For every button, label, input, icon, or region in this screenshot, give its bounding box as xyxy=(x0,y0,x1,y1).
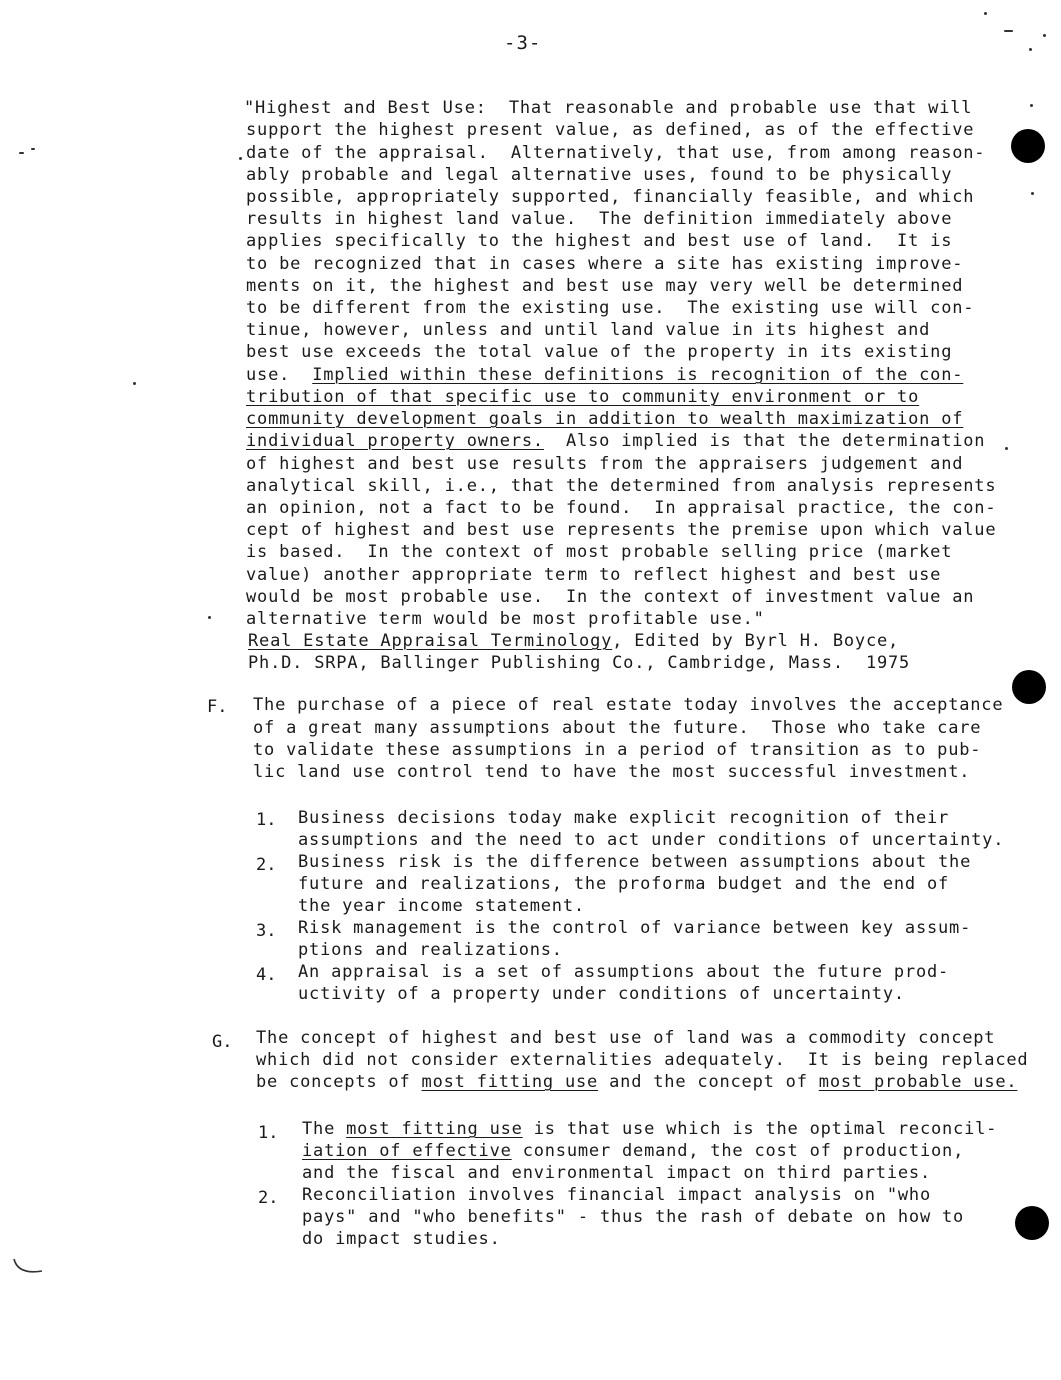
paragraph-line-mixed xyxy=(256,1071,1017,1093)
paragraph-line: to validate these assumptions in a period of transition as to pub- xyxy=(253,740,982,760)
list-item-line-mixed xyxy=(302,1140,964,1162)
list-item-line: uctivity of a property under conditions of uncertainty. xyxy=(298,984,905,1004)
list-item-line: An appraisal is a set of assumptions about the future prod- xyxy=(298,962,950,982)
list-item-line-mixed xyxy=(302,1118,997,1140)
quote-line: analytical skill, i.e., that the determined from analysis represents xyxy=(246,476,997,496)
list-item-line: assumptions and the need to act under conditions of uncertainty. xyxy=(298,830,1005,850)
quote-line: of highest and best use results from the appraisers judgement and xyxy=(246,454,964,474)
plain-text: The xyxy=(302,1119,347,1139)
paragraph-line: The purchase of a piece of real estate today involves the acceptance xyxy=(253,695,1004,715)
scan-speck xyxy=(984,12,987,15)
list-item-line: Reconciliation involves financial impact analysis on "who xyxy=(302,1185,931,1205)
list-number: 4. xyxy=(256,965,277,985)
quote-line: is based. In the context of most probable selling price (market xyxy=(246,542,953,562)
quote-line: tinue, however, unless and until land value in its highest and xyxy=(246,320,931,340)
quote-line: cept of highest and best use represents the premise upon which value xyxy=(246,520,997,540)
quote-line: date of the appraisal. Alternatively, that use, from among reason- xyxy=(246,143,986,163)
plain-text: be concepts of xyxy=(256,1072,422,1092)
underlined-text: most fitting use xyxy=(346,1119,523,1139)
citation-publisher: Ph.D. SRPA, Ballinger Publishing Co., Cambridge, Mass. 1975 xyxy=(248,653,911,673)
scan-speck xyxy=(208,616,211,619)
quote-line: would be most probable use. In the context of investment value an xyxy=(246,587,975,607)
section-marker: F. xyxy=(207,697,228,717)
paragraph-line: The concept of highest and best use of land was a commodity concept xyxy=(256,1028,996,1048)
underlined-text: iation of effective xyxy=(302,1141,512,1161)
quote-line-underlined: tribution of that specific use to community environment or to xyxy=(246,387,920,407)
quote-line: to be recognized that in cases where a site has existing improve- xyxy=(246,254,964,274)
scan-speck xyxy=(1031,192,1034,195)
page-number: -3- xyxy=(504,32,542,54)
quote-line: an opinion, not a fact to be found. In appraisal practice, the con- xyxy=(246,498,997,518)
scan-speck xyxy=(1005,447,1008,450)
scan-speck xyxy=(1030,104,1033,107)
scan-speck xyxy=(1029,48,1032,51)
quote-line: "Highest and Best Use: That reasonable and probable use that will xyxy=(244,98,973,118)
scan-speck xyxy=(133,382,136,385)
punch-hole xyxy=(1011,129,1045,163)
punch-hole xyxy=(1015,1206,1049,1240)
list-number: 2. xyxy=(258,1188,279,1208)
list-item-line: do impact studies. xyxy=(302,1229,501,1249)
citation-editor: , Edited by Byrl H. Boyce, xyxy=(612,631,900,651)
list-number: 1. xyxy=(258,1123,279,1143)
list-item-line: ptions and realizations. xyxy=(298,940,563,960)
citation xyxy=(248,630,899,652)
citation-title: Real Estate Appraisal Terminology xyxy=(248,631,613,651)
plain-text: and the concept of xyxy=(598,1072,819,1092)
paragraph-line: of a great many assumptions about the future. Those who take care xyxy=(253,718,982,738)
list-item-line: the year income statement. xyxy=(298,896,585,916)
underlined-text: Implied within these definitions is recognition of the con- xyxy=(312,365,964,385)
quote-line: results in highest land value. The definition immediately above xyxy=(246,209,953,229)
quote-line: possible, appropriately supported, financially feasible, and which xyxy=(246,187,975,207)
quote-line: support the highest present value, as defined, as of the effective xyxy=(246,120,975,140)
quote-line: ments on it, the highest and best use may very well be determined xyxy=(246,276,964,296)
list-item-line: Risk management is the control of variance between key assum- xyxy=(298,918,972,938)
paragraph-line: which did not consider externalities adequately. It is being replaced xyxy=(256,1050,1029,1070)
quote-line: applies specifically to the highest and best use of land. It is xyxy=(246,231,953,251)
quote-line-mixed xyxy=(246,430,985,452)
list-item-line: and the fiscal and environmental impact on third parties. xyxy=(302,1163,931,1183)
list-item-line: Business decisions today make explicit recognition of their xyxy=(298,808,950,828)
plain-text: consumer demand, the cost of production, xyxy=(511,1141,965,1161)
scan-speck xyxy=(1004,30,1013,32)
quote-line-underlined: community development goals in addition to wealth maximization of xyxy=(246,409,964,429)
underlined-text: individual property owners. xyxy=(246,431,544,451)
quote-line: alternative term would be most profitable use." xyxy=(246,609,765,629)
list-number: 1. xyxy=(256,810,277,830)
plain-text: Also implied is that the determination xyxy=(543,431,986,451)
list-number: 3. xyxy=(256,921,277,941)
plain-text: is that use which is the optimal reconcil- xyxy=(522,1119,998,1139)
scan-curve-mark xyxy=(10,1255,50,1285)
quote-line: ably probable and legal alternative uses, found to be physically xyxy=(246,165,953,185)
list-item-line: future and realizations, the proforma budget and the end of xyxy=(298,874,950,894)
underlined-text: most probable use. xyxy=(818,1072,1018,1092)
scan-speck xyxy=(239,157,242,160)
scan-speck xyxy=(1043,34,1046,37)
underlined-text: most fitting use xyxy=(421,1072,599,1092)
plain-text: use. xyxy=(246,365,313,385)
quote-line: best use exceeds the total value of the property in its existing xyxy=(246,342,953,362)
list-item-line: pays" and "who benefits" - thus the rash of debate on how to xyxy=(302,1207,965,1227)
list-item-line: Business risk is the difference between assumptions about the xyxy=(298,852,972,872)
scan-speck xyxy=(19,152,24,154)
punch-hole xyxy=(1012,670,1046,704)
section-marker: G. xyxy=(212,1032,233,1052)
quote-line-mixed xyxy=(246,364,963,386)
scan-speck xyxy=(31,148,35,150)
paragraph-line: lic land use control tend to have the most successful investment. xyxy=(253,762,971,782)
quote-line: value) another appropriate term to reflect highest and best use xyxy=(246,565,942,585)
quote-line: to be different from the existing use. The existing use will con- xyxy=(246,298,975,318)
list-number: 2. xyxy=(256,855,277,875)
